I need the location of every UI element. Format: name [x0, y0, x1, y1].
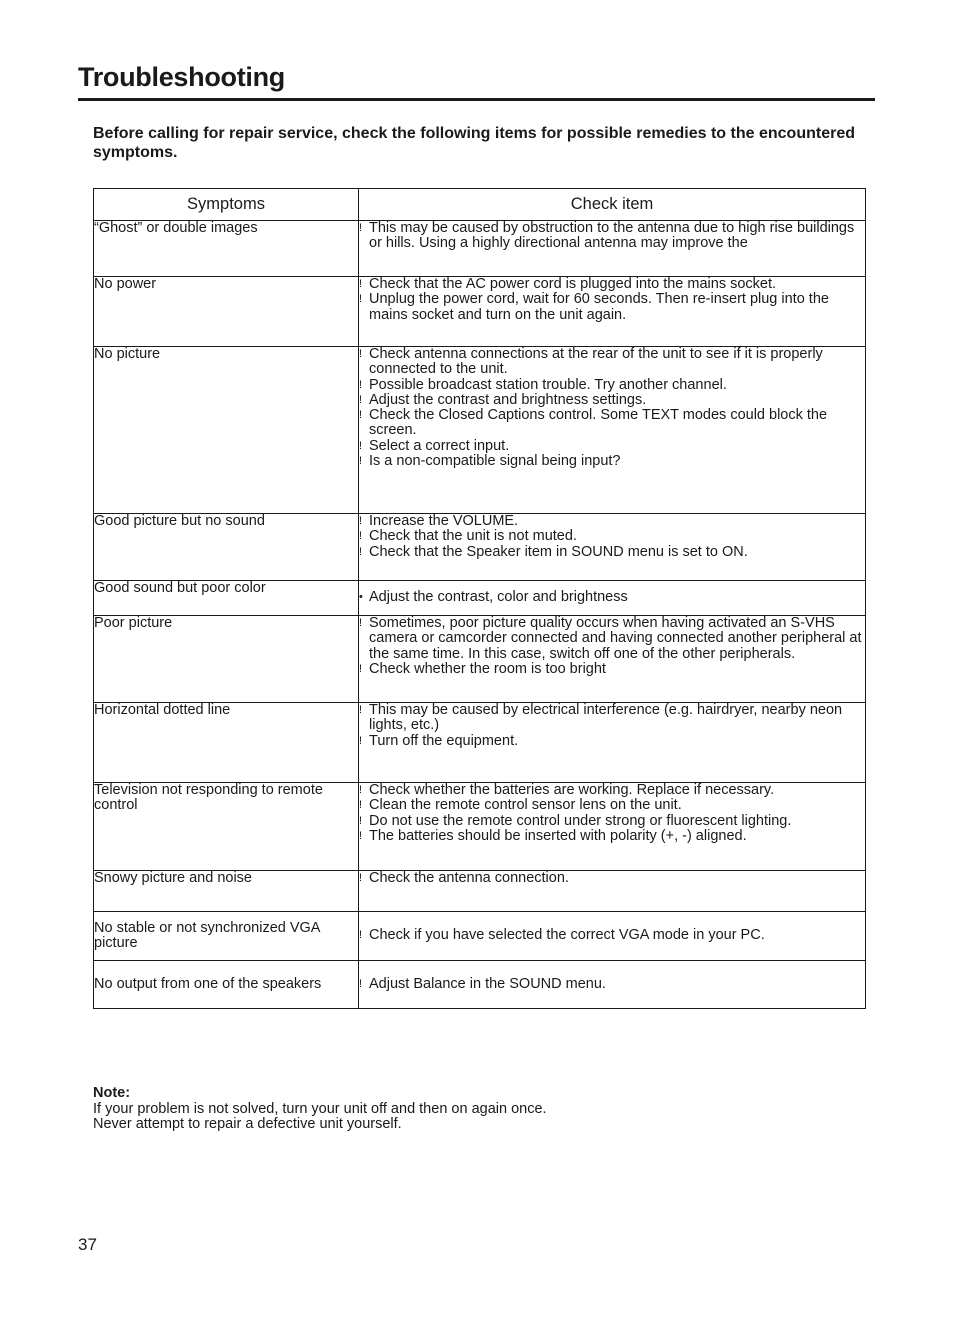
- check-item: [359, 347, 865, 378]
- table-row: [94, 616, 866, 703]
- check-item-text: Do not use the remote control under strong or fluorescent lighting.: [369, 812, 792, 829]
- exclamation-bullet-icon: !: [359, 872, 363, 884]
- exclamation-bullet-icon: !: [359, 409, 363, 422]
- table-row: [94, 581, 866, 616]
- exclamation-bullet-icon: !: [359, 617, 363, 629]
- header-symptoms: Symptoms: [94, 189, 359, 221]
- check-item-cell: [359, 703, 866, 783]
- note-section: [93, 1086, 547, 1133]
- check-item-text: Check the Closed Captions control. Some TEXT modes could block the screen.: [369, 407, 828, 439]
- symptom-cell: No output from one of the speakers: [94, 961, 359, 1009]
- check-item-text: Check that the unit is not muted.: [369, 528, 577, 545]
- check-item-cell: [359, 277, 866, 347]
- table-row: [94, 277, 866, 347]
- table-row: [94, 912, 866, 961]
- check-item-cell: [359, 912, 866, 961]
- table-header-row: [94, 189, 866, 221]
- exclamation-bullet-icon: !: [359, 222, 363, 234]
- check-item: [359, 545, 865, 560]
- check-item: [359, 292, 865, 323]
- exclamation-bullet-icon: !: [359, 455, 363, 468]
- check-item: [359, 378, 865, 393]
- exclamation-bullet-icon: !: [359, 439, 363, 452]
- check-item: [359, 514, 865, 529]
- check-item-text: Adjust the contrast, color and brightness: [369, 589, 628, 606]
- check-item-text: This may be caused by obstruction to the antenna due to high rise buildings or hills. Using a highly directional antenna may improve the: [369, 220, 855, 252]
- check-item-text: Sometimes, poor picture quality occurs when having activated an S-VHS camera or camcorder connected and having connected another peripheral at the same time. In this case, switch off one of the other peripherals.: [369, 615, 862, 662]
- check-item-text: Select a correct input.: [369, 437, 510, 454]
- intro-text: Before calling for repair service, check the following items for possible remedies to the encountered symptoms.: [93, 125, 855, 161]
- check-item: [359, 221, 865, 252]
- exclamation-bullet-icon: !: [359, 784, 363, 796]
- exclamation-bullet-icon: !: [359, 545, 363, 558]
- symptom-cell: Good sound but poor color: [94, 581, 359, 616]
- exclamation-bullet-icon: !: [359, 293, 363, 306]
- note-label: Note:: [93, 1085, 131, 1101]
- check-item-text: Is a non-compatible signal being input?: [369, 453, 621, 470]
- symptom-cell: Good picture but no sound: [94, 514, 359, 581]
- exclamation-bullet-icon: !: [359, 977, 363, 990]
- check-item-text: Adjust Balance in the SOUND menu.: [369, 975, 606, 992]
- exclamation-bullet-icon: !: [359, 393, 363, 406]
- exclamation-bullet-icon: !: [359, 829, 363, 842]
- check-item-text: The batteries should be inserted with polarity (+, -) aligned.: [369, 827, 747, 844]
- check-item-text: Check the antenna connection.: [369, 870, 569, 886]
- check-item-text: Turn off the equipment.: [369, 732, 519, 749]
- title-divider: [78, 98, 875, 101]
- table-row: [94, 347, 866, 514]
- check-item-cell: [359, 221, 866, 277]
- check-item-cell: [359, 514, 866, 581]
- check-item: [359, 662, 865, 677]
- check-item: [359, 703, 865, 734]
- header-check-item: Check item: [359, 189, 866, 221]
- check-item-text: Clean the remote control sensor lens on the unit.: [369, 797, 682, 814]
- symptom-cell: No power: [94, 277, 359, 347]
- check-item-cell: [359, 961, 866, 1009]
- table-row: [94, 703, 866, 783]
- check-item: [359, 529, 865, 544]
- symptom-cell: Poor picture: [94, 616, 359, 703]
- exclamation-bullet-icon: !: [359, 348, 363, 360]
- check-item: [359, 590, 865, 605]
- check-item-cell: [359, 581, 866, 616]
- check-item-text: Possible broadcast station trouble. Try another channel.: [369, 376, 727, 393]
- note-line: If your problem is not solved, turn your unit off and then on again once.: [93, 1100, 547, 1117]
- table-row: [94, 783, 866, 871]
- check-item: [359, 734, 865, 749]
- page-number: 37: [78, 1235, 97, 1254]
- exclamation-bullet-icon: !: [359, 515, 363, 527]
- exclamation-bullet-icon: !: [359, 662, 363, 675]
- exclamation-bullet-icon: !: [359, 734, 363, 747]
- exclamation-bullet-icon: !: [359, 929, 363, 942]
- exclamation-bullet-icon: !: [359, 814, 363, 827]
- table-row: [94, 961, 866, 1009]
- check-item: [359, 928, 865, 943]
- symptom-cell: No picture: [94, 347, 359, 514]
- symptom-cell: “Ghost” or double images: [94, 221, 359, 277]
- table-row: [94, 221, 866, 277]
- check-item-text: Unplug the power cord, wait for 60 seconds. Then re-insert plug into the mains socket and turn on the unit again.: [369, 291, 829, 323]
- check-item: [359, 977, 865, 992]
- note-line: Never attempt to repair a defective unit yourself.: [93, 1116, 402, 1132]
- table-row: [94, 871, 866, 912]
- exclamation-bullet-icon: !: [359, 278, 363, 290]
- check-item: [359, 277, 865, 292]
- check-item-text: Check whether the room is too bright: [369, 660, 606, 677]
- check-item: [359, 814, 865, 829]
- symptom-cell: Snowy picture and noise: [94, 871, 359, 912]
- check-item: [359, 408, 865, 439]
- check-item-cell: [359, 783, 866, 871]
- page-title: Troubleshooting: [78, 62, 285, 92]
- table-row: [94, 514, 866, 581]
- check-item-text: Adjust the contrast and brightness settings.: [369, 391, 647, 408]
- symptom-cell: Television not responding to remote control: [94, 783, 359, 871]
- check-item-cell: [359, 616, 866, 703]
- check-item: [359, 829, 865, 844]
- symptom-cell: No stable or not synchronized VGA picture: [94, 912, 359, 961]
- exclamation-bullet-icon: !: [359, 799, 363, 812]
- check-item-text: This may be caused by electrical interference (e.g. hairdryer, nearby neon lights, etc.): [369, 702, 843, 734]
- troubleshooting-table: [93, 188, 866, 1009]
- check-item: [359, 616, 865, 662]
- check-item-text: Check whether the batteries are working. Replace if necessary.: [369, 782, 775, 798]
- dot-bullet-icon: •: [359, 591, 363, 604]
- check-item: [359, 871, 865, 886]
- check-item-text: Check that the AC power cord is plugged into the mains socket.: [369, 276, 777, 292]
- check-item-text: Check that the Speaker item in SOUND menu is set to ON.: [369, 543, 748, 560]
- check-item: [359, 454, 865, 469]
- exclamation-bullet-icon: !: [359, 530, 363, 543]
- check-item-text: Check if you have selected the correct VGA mode in your PC.: [369, 927, 765, 944]
- exclamation-bullet-icon: !: [359, 378, 363, 391]
- check-item-text: Check antenna connections at the rear of the unit to see if it is properly connected to the unit.: [369, 346, 823, 378]
- check-item-cell: [359, 347, 866, 514]
- check-item: [359, 798, 865, 813]
- check-item-text: Increase the VOLUME.: [369, 513, 519, 529]
- check-item: [359, 439, 865, 454]
- check-item-cell: [359, 871, 866, 912]
- check-item: [359, 393, 865, 408]
- exclamation-bullet-icon: !: [359, 704, 363, 716]
- symptom-cell: Horizontal dotted line: [94, 703, 359, 783]
- check-item: [359, 783, 865, 798]
